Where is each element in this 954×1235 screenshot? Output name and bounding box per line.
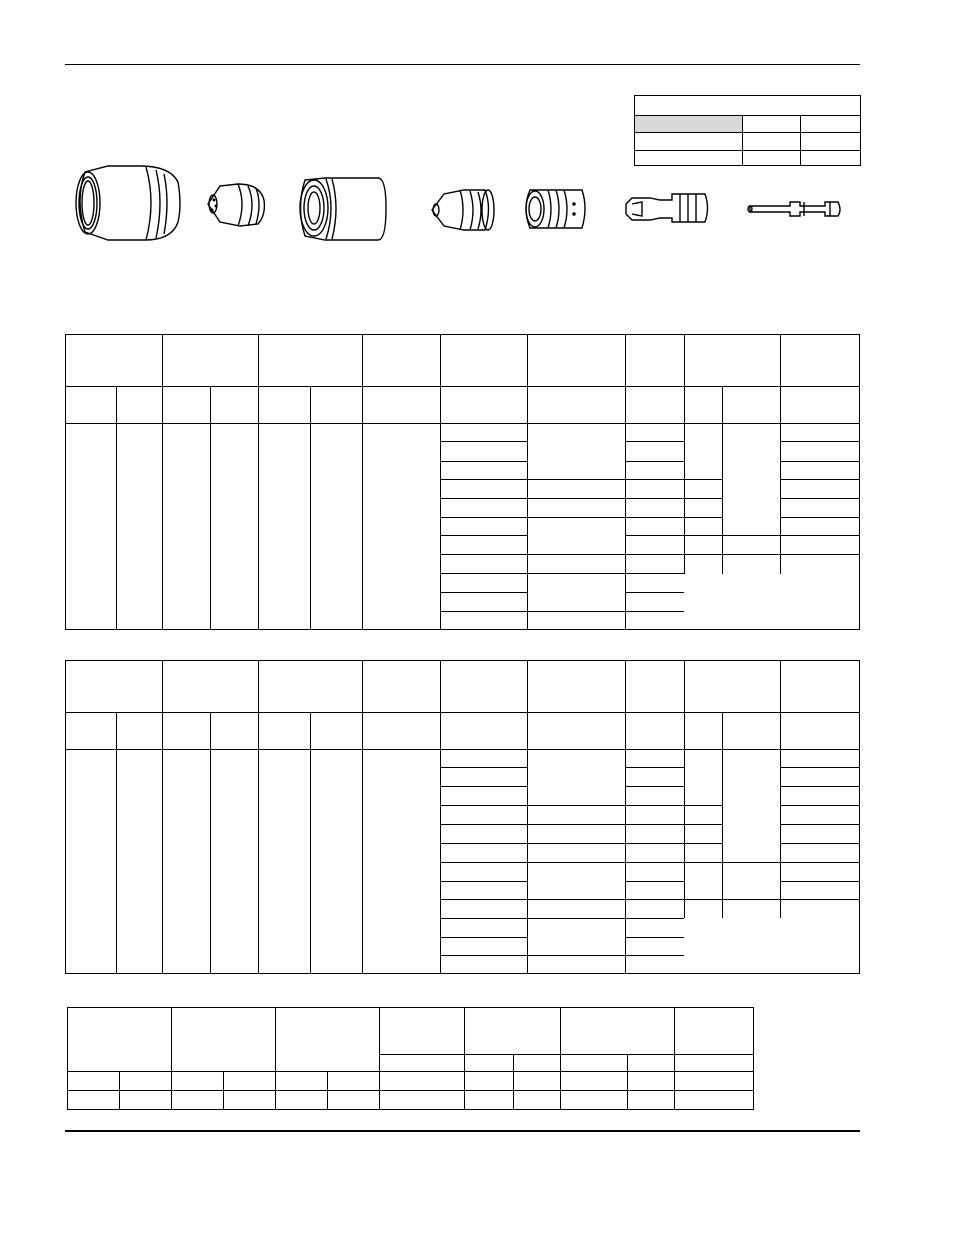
reference-table-title-cell xyxy=(635,96,861,116)
cut-chart-table-b xyxy=(65,660,860,974)
cut-chart-table-a xyxy=(65,334,860,630)
reference-table-cell xyxy=(635,132,743,150)
retaining-cap-icon xyxy=(300,178,386,240)
shield-icon xyxy=(208,184,264,226)
summary-table xyxy=(67,1007,754,1110)
reference-table xyxy=(634,95,860,166)
shield-cap-icon xyxy=(76,166,180,240)
swirl-ring-icon xyxy=(526,190,585,228)
reference-table-header-cell xyxy=(635,116,743,132)
consumable-parts-illustration xyxy=(60,160,860,250)
reference-table-cell xyxy=(801,132,861,150)
nozzle-icon xyxy=(432,190,494,230)
electrode-icon xyxy=(626,194,708,222)
water-tube-icon xyxy=(748,202,840,216)
header-rule xyxy=(65,64,860,65)
reference-table-header-cell xyxy=(801,116,861,132)
reference-table-header-cell xyxy=(743,116,801,132)
reference-table-cell xyxy=(743,132,801,150)
footer-rule xyxy=(65,1130,860,1132)
